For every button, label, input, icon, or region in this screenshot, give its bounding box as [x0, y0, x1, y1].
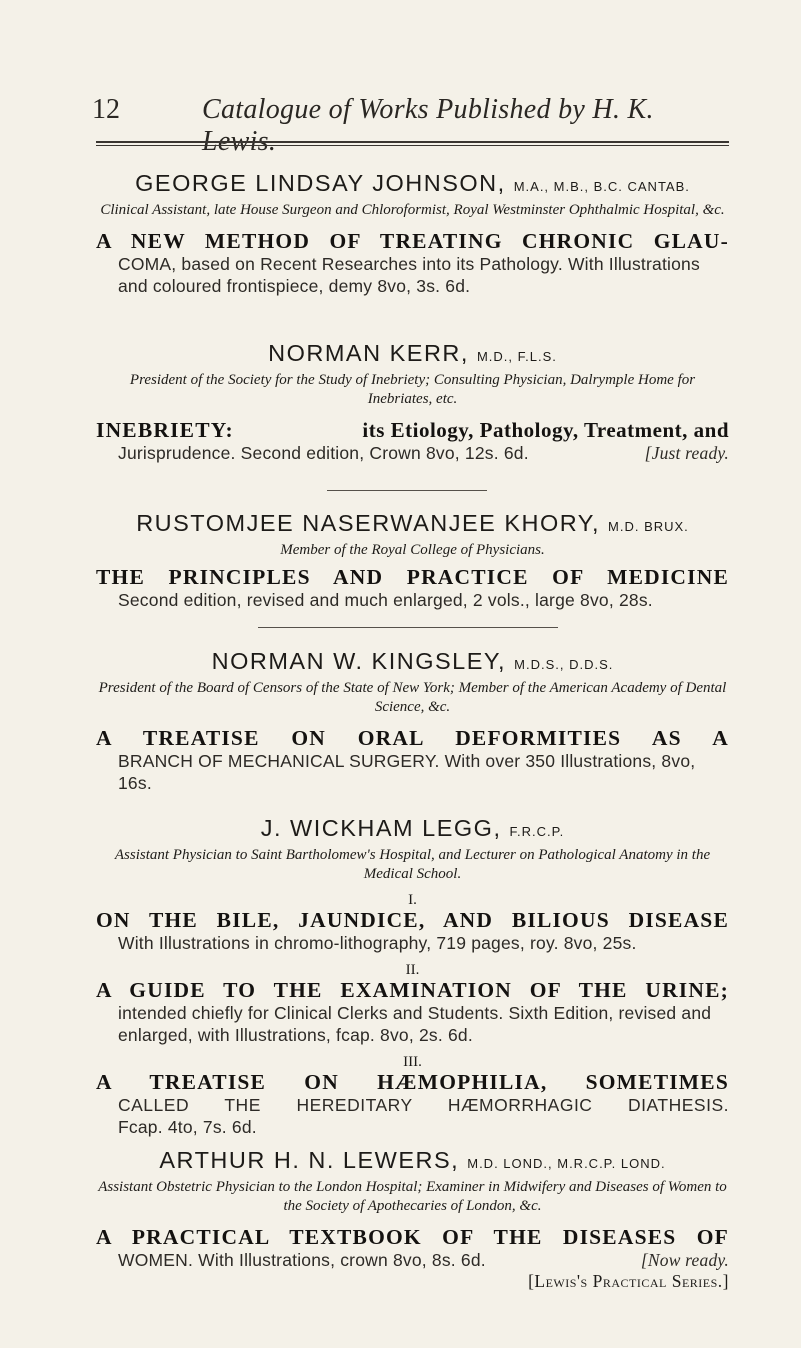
catalogue-entry — [96, 510, 729, 611]
author-name: GEORGE LINDSAY JOHNSON, — [135, 170, 506, 196]
work-description: Second edition, revised and much enlarged, 2 vols., large 8vo, 28s. — [118, 590, 653, 610]
author-position: Assistant Obstetric Physician to the London Hospital; Examiner in Midwifery and Diseases of Women to the Society of Apothecaries of London, &c. — [98, 1179, 727, 1214]
author-position: Member of the Royal College of Physicians. — [280, 542, 545, 558]
author-degrees: F.R.C.P. — [509, 824, 565, 839]
catalogue-entry — [96, 340, 729, 464]
page-header — [92, 94, 732, 134]
author-position: President of the Society for the Study of Inebriety; Consulting Physician, Dalrymple Home for Inebriates, etc. — [129, 372, 696, 407]
header-rule — [96, 141, 729, 143]
work-title-lead: INEBRIETY: — [96, 418, 234, 442]
author-heading — [96, 815, 729, 842]
author-position: Assistant Physician to Saint Bartholomew's Hospital, and Lecturer on Pathological Anatomy in the Medical School. — [114, 847, 711, 882]
work-title: A TREATISE ON HÆMOPHILIA, SOMETIMES — [96, 1070, 729, 1094]
availability-status: [Now ready. — [640, 1250, 729, 1270]
work-title: A NEW METHOD OF TREATING CHRONIC GLAU- — [96, 229, 729, 253]
author-degrees: M.D. BRUX. — [608, 519, 689, 534]
author-heading — [96, 340, 729, 367]
work-description: COMA, based on Recent Researches into its Pathology. With Illustrations and coloured frontispiece, demy 8vo, 3s. 6d. — [118, 254, 700, 296]
work-numeral: I. — [408, 892, 417, 908]
author-degrees: M.D.S., D.D.S. — [514, 657, 614, 672]
author-name: NORMAN KERR, — [268, 340, 469, 366]
section-divider — [327, 490, 487, 491]
author-name: J. WICKHAM LEGG, — [260, 815, 502, 841]
work-details: WOMEN. With Illustrations, crown 8vo, 8s. 6d. — [118, 1250, 486, 1270]
author-degrees: M.A., M.B., B.C. CANTAB. — [513, 179, 690, 194]
header-rule-thin — [96, 145, 729, 146]
author-name: ARTHUR H. N. LEWERS, — [159, 1147, 460, 1173]
work-numeral: II. — [405, 962, 420, 978]
work-title: A TREATISE ON ORAL DEFORMITIES AS A — [96, 726, 729, 750]
work-title: ON THE BILE, JAUNDICE, AND BILIOUS DISEASE — [96, 908, 729, 932]
series-note: [Lewis's Practical Series.] — [528, 1271, 729, 1291]
work-title — [96, 419, 729, 442]
work-numeral: III. — [403, 1054, 422, 1070]
catalogue-entry — [96, 1147, 729, 1292]
work-description: BRANCH OF MECHANICAL SURGERY. With over 350 Illustrations, 8vo, 16s. — [118, 751, 696, 793]
section-divider — [258, 627, 558, 628]
work-description: intended chiefly for Clinical Clerks and Students. Sixth Edition, revised and enlarged, with Illustrations, fcap. 8vo, 2s. 6d. — [118, 1003, 712, 1045]
author-position: President of the Board of Censors of the State of New York; Member of the American Academy of Dental Science, &c. — [98, 680, 727, 715]
author-position: Clinical Assistant, late House Surgeon and Chloroformist, Royal Westminster Ophthalmic Hospital, &c. — [100, 202, 725, 218]
catalogue-entry — [96, 648, 729, 794]
page-number: 12 — [92, 94, 120, 125]
catalogue-entry — [96, 170, 729, 297]
catalogue-entry — [96, 815, 729, 1138]
author-heading — [96, 1147, 729, 1174]
work-description: With Illustrations in chromo-lithography, 719 pages, roy. 8vo, 25s. — [118, 933, 637, 953]
availability-status: [Just ready. — [644, 443, 729, 463]
author-heading — [96, 648, 729, 675]
author-heading — [96, 170, 729, 197]
running-title: Catalogue of Works Published by H. K. — [202, 94, 654, 125]
work-description — [96, 1249, 729, 1271]
work-description: Fcap. 4to, 7s. 6d. — [118, 1117, 257, 1137]
author-name: RUSTOMJEE NASERWANJEE KHORY, — [136, 510, 600, 536]
author-heading — [96, 510, 729, 537]
work-title: A PRACTICAL TEXTBOOK OF THE DISEASES OF — [96, 1225, 729, 1249]
work-description-caps: CALLED THE HEREDITARY HÆMORRHAGIC DIATHESIS. — [118, 1095, 729, 1115]
author-name: NORMAN W. KINGSLEY, — [211, 648, 507, 674]
work-title: A GUIDE TO THE EXAMINATION OF THE URINE; — [96, 978, 729, 1002]
work-title-rest: its Etiology, Pathology, Treatment, and — [362, 418, 729, 442]
author-degrees: M.D. LOND., M.R.C.P. LOND. — [467, 1156, 666, 1171]
author-degrees: M.D., F.L.S. — [476, 349, 557, 364]
work-description — [96, 442, 729, 464]
work-title: THE PRINCIPLES AND PRACTICE OF MEDICINE — [96, 565, 729, 589]
work-details: Jurisprudence. Second edition, Crown 8vo, 12s. 6d. — [118, 443, 529, 463]
